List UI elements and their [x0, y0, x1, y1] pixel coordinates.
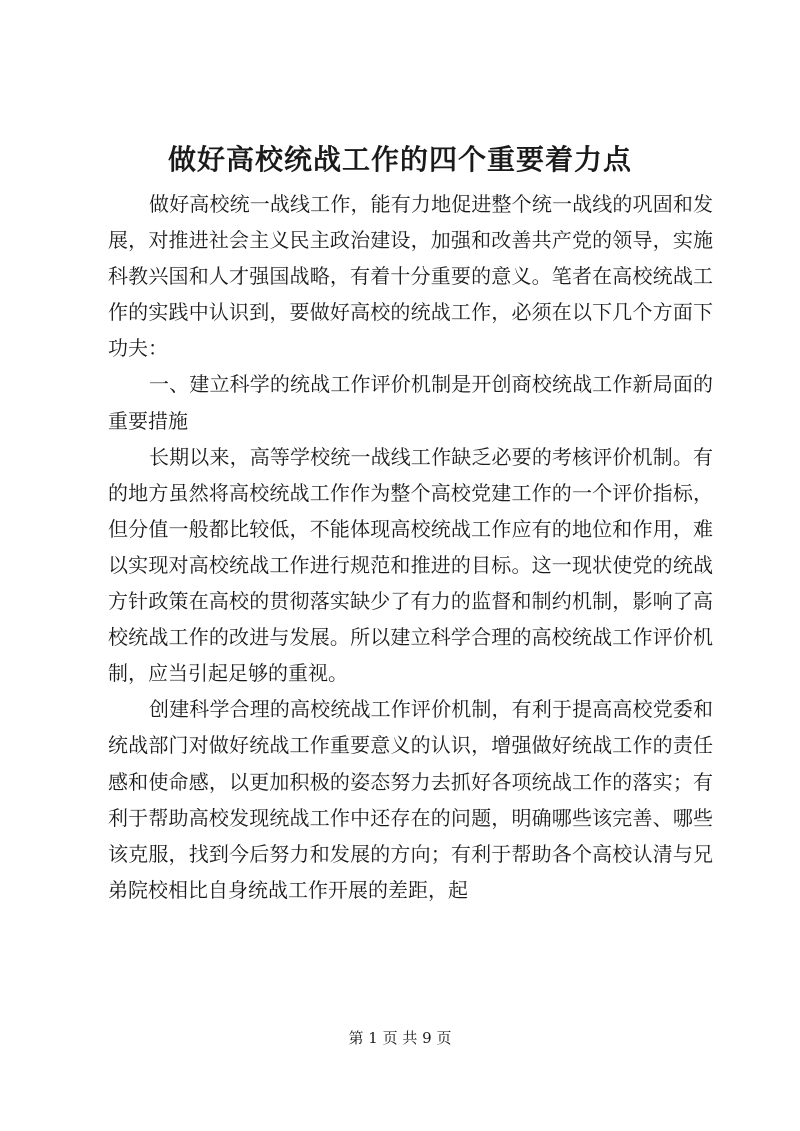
page-footer: 第 1 页 共 9 页 [348, 1029, 452, 1047]
paragraph-intro: 做好高校统一战线工作，能有力地促进整个统一战线的巩固和发展，对推进社会主义民主政治建设，加强和改善共产党的领导，实施科教兴国和人才强国战略，有着十分重要的意义。笔者在高校统战工作的实践中认识到，要做好高校的统战工作，必须在以下几个方面下功夫： [108, 192, 713, 361]
document-body [108, 186, 713, 908]
document-title: 做好高校统战工作的四个重要着力点 [167, 143, 632, 176]
section-heading-1: 一、建立科学的统战工作评价机制是开创商校统战工作新局面的重要措施 [108, 372, 713, 433]
paragraph-background: 长期以来，高等学校统一战线工作缺乏必要的考核评价机制。有的地方虽然将高校统战工作作为整个高校党建工作的一个评价指标，但分值一般都比较低，不能体现高校统战工作应有的地位和作用，难以实现对高校统战工作进行规范和推进的目标。这一现状使党的统战方针政策在高校的贯彻落实缺少了有力的监督和制约机制，影响了高校统战工作的改进与发展。所以建立科学合理的高校统战工作评价机制，应当引起足够的重视。 [108, 444, 713, 686]
paragraph-benefits: 创建科学合理的高校统战工作评价机制，有利于提高高校党委和统战部门对做好统战工作重要意义的认识，增强做好统战工作的责任感和使命感，以更加积极的姿态努力去抓好各项统战工作的落实；有利于帮助高校发现统战工作中还存在的问题，明确哪些该完善、哪些该克服，找到今后努力和发展的方向；有利于帮助各个高校认清与兄弟院校相比自身统战工作开展的差距，起 [108, 697, 713, 902]
